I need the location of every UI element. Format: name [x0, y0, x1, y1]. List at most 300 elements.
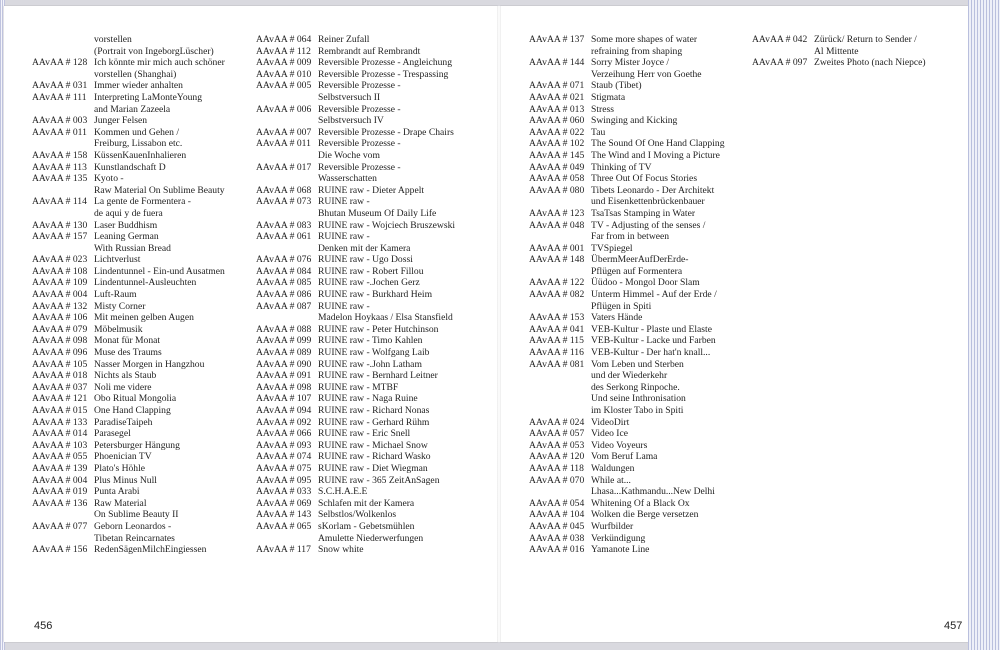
- entry-code: AAvAA # 057: [529, 428, 585, 440]
- entry-code: AAvAA # 016: [529, 544, 585, 556]
- index-entry: [529, 220, 725, 232]
- entry-title-continuation: and Marian Zazeela: [94, 103, 171, 115]
- entry-title: Selbstlos/Wolkenlos: [318, 509, 397, 521]
- index-entry: [256, 509, 455, 521]
- index-entry: [256, 347, 455, 359]
- index-entry: [529, 57, 725, 69]
- entry-code: AAvAA # 099: [256, 335, 312, 347]
- index-entry: [256, 359, 455, 371]
- entry-title-continuation: Al Mittente: [814, 45, 859, 57]
- entry-title: Reversible Prozesse -: [318, 80, 401, 92]
- entry-title: Kunstlandschaft D: [94, 161, 166, 173]
- entry-title: KüssenKauenInhalieren: [94, 149, 187, 161]
- entry-code: AAvAA # 004: [32, 289, 88, 301]
- index-entry: [529, 254, 725, 266]
- entry-title: Lindentunnel-Ausleuchten: [94, 277, 197, 289]
- entry-title: Muse des Traums: [94, 347, 162, 359]
- entry-title: Luft-Raum: [94, 289, 137, 301]
- entry-title: VEB-Kultur - Der hat'n knall...: [591, 347, 711, 359]
- entry-code: AAvAA # 001: [529, 242, 585, 254]
- index-column-1: [32, 34, 225, 556]
- entry-code: AAvAA # 011: [32, 126, 87, 138]
- index-entry: [529, 104, 725, 116]
- entry-code: AAvAA # 135: [32, 173, 88, 185]
- entry-code: AAvAA # 021: [529, 91, 585, 103]
- entry-title: RUINE raw - Richard Wasko: [318, 451, 431, 463]
- index-entry: [32, 335, 225, 347]
- index-entry: [256, 521, 455, 533]
- entry-code: AAvAA # 007: [256, 126, 312, 138]
- index-entry: [256, 266, 455, 278]
- entry-code: AAvAA # 005: [256, 80, 312, 92]
- entry-title: Verkündigung: [591, 532, 646, 544]
- index-entry: [529, 277, 725, 289]
- entry-title: RUINE raw - Wolfgang Laib: [318, 347, 430, 359]
- entry-code: AAvAA # 122: [529, 277, 585, 289]
- index-entry: [256, 498, 455, 510]
- index-entry: [32, 324, 225, 336]
- entry-code: AAvAA # 145: [529, 149, 585, 161]
- entry-title: Zürück/ Return to Sender /: [814, 34, 917, 45]
- entry-code: AAvAA # 144: [529, 57, 585, 69]
- entry-title-continuation: Selbstversuch II: [318, 91, 381, 103]
- index-entry: [529, 80, 725, 92]
- index-entry: [529, 347, 725, 359]
- index-entry: [256, 57, 455, 69]
- entry-title: RUINE raw -.John Latham: [318, 358, 422, 370]
- index-entry: [256, 335, 455, 347]
- entry-code: AAvAA # 017: [256, 161, 312, 173]
- entry-title: TVSpiegel: [591, 242, 633, 254]
- entry-title: Snow white: [318, 544, 364, 556]
- entry-code: AAvAA # 094: [256, 405, 312, 416]
- entry-code: AAvAA # 113: [32, 161, 87, 173]
- entry-title: Sorry Mister Joyce /: [591, 57, 670, 69]
- index-entry: [32, 289, 225, 301]
- entry-title: VEB-Kultur - Lacke und Farben: [591, 335, 716, 347]
- index-entry: [256, 277, 455, 289]
- entry-title-continuation: des Serkong Rinpoche.: [591, 381, 680, 393]
- entry-code: AAvAA # 106: [32, 312, 88, 324]
- entry-title: Leaning German: [94, 231, 159, 243]
- index-entry: [256, 475, 455, 487]
- entry-title: Thinking of TV: [591, 161, 652, 173]
- entry-code: AAvAA # 073: [256, 196, 312, 208]
- entry-code: AAvAA # 112: [256, 45, 311, 57]
- entry-title: RUINE raw -: [318, 231, 370, 243]
- index-entry: [256, 405, 455, 417]
- entry-code: AAvAA # 111: [32, 91, 87, 103]
- entry-title-continuation: (Portrait von IngeborgLüscher): [94, 45, 214, 57]
- entry-code: AAvAA # 022: [529, 126, 585, 138]
- entry-code: AAvAA # 153: [529, 312, 585, 324]
- entry-code: AAvAA # 109: [32, 277, 88, 289]
- entry-title: The Sound Of One Hand Clapping: [591, 138, 725, 150]
- entry-title-continuation: With Russian Bread: [94, 242, 171, 254]
- entry-code: AAvAA # 121: [32, 393, 88, 405]
- index-entry: [256, 289, 455, 301]
- entry-code: AAvAA # 058: [529, 173, 585, 185]
- entry-title-continuation: Freiburg, Lissabon etc.: [94, 138, 183, 150]
- entry-code: AAvAA # 037: [32, 381, 88, 393]
- index-entry: [32, 266, 225, 278]
- page-number-left: 456: [34, 620, 53, 632]
- index-entry: [32, 486, 225, 498]
- entry-title: RUINE raw -: [318, 196, 370, 208]
- entry-title: Reversible Prozesse - Angleichung: [318, 57, 453, 69]
- entry-code: AAvAA # 090: [256, 358, 312, 370]
- index-entry: [256, 104, 455, 116]
- index-entry: [529, 162, 725, 174]
- entry-title: Möbelmusik: [94, 323, 143, 335]
- entry-title: Raw Material: [94, 497, 147, 509]
- entry-title: Nasser Morgen in Hangzhou: [94, 358, 205, 370]
- entry-title: Yamanote Line: [591, 544, 650, 556]
- entry-code: AAvAA # 055: [32, 451, 88, 463]
- entry-title: Ich könnte mir mich auch schöner: [94, 57, 225, 69]
- index-entry: [529, 440, 725, 452]
- entry-code: AAvAA # 070: [529, 474, 585, 486]
- entry-title-continuation: Raw Material On Sublime Beauty: [94, 184, 225, 196]
- index-entry: [752, 34, 926, 46]
- entry-code: AAvAA # 087: [256, 300, 312, 312]
- entry-code: AAvAA # 082: [529, 289, 585, 301]
- entry-title: RUINE raw - Eric Snell: [318, 428, 411, 440]
- index-entry: [256, 254, 455, 266]
- index-entry: [256, 393, 455, 405]
- index-entry: [529, 92, 725, 104]
- index-entry: [32, 393, 225, 405]
- entry-code: AAvAA # 095: [256, 474, 312, 486]
- index-entry: [529, 521, 725, 533]
- index-entry: [529, 509, 725, 521]
- entry-title: ParadiseTaipeh: [94, 416, 153, 428]
- entry-code: AAvAA # 014: [32, 428, 88, 440]
- index-entry: [32, 370, 225, 382]
- index-entry: [529, 417, 725, 429]
- entry-title: Interpreting LaMonteYoung: [94, 91, 203, 103]
- entry-title: Reversible Prozesse - Trespassing: [318, 68, 449, 80]
- entry-title-continuation: Lhasa...Kathmandu...New Delhi: [591, 486, 715, 498]
- index-entry: [256, 46, 455, 58]
- entry-title-continuation: Amulette Niederwerfungen: [318, 532, 424, 544]
- entry-title: Vom Beruf Lama: [591, 451, 658, 463]
- index-entry: [32, 417, 225, 429]
- index-entry: [32, 92, 225, 104]
- book-gutter: [497, 6, 501, 642]
- index-entry: [256, 382, 455, 394]
- index-entry: [529, 463, 725, 475]
- index-entry: [32, 359, 225, 371]
- entry-code: AAvAA # 083: [256, 219, 312, 231]
- entry-code: AAvAA # 041: [529, 323, 585, 335]
- index-entry: [529, 544, 725, 556]
- entry-title: Nichts als Staub: [94, 370, 157, 382]
- entry-title: Wurfbilder: [591, 520, 634, 532]
- entry-title: Plato's Höhle: [94, 462, 146, 474]
- entry-code: AAvAA # 045: [529, 520, 585, 532]
- index-entry: [529, 359, 725, 371]
- entry-code: AAvAA # 089: [256, 347, 312, 359]
- entry-code: AAvAA # 088: [256, 323, 312, 335]
- index-entry: [32, 463, 225, 475]
- index-entry: [529, 243, 725, 255]
- entry-title: RUINE raw - Gerhard Rühm: [318, 416, 430, 428]
- index-entry: [32, 428, 225, 440]
- entry-title: Whitening Of a Black Ox: [591, 497, 690, 509]
- entry-title: RUINE raw -.Jochen Gerz: [318, 277, 420, 289]
- entry-title: Staub (Tibet): [591, 80, 642, 92]
- entry-title: RedenSägenMilchEingiessen: [94, 544, 207, 556]
- entry-title: TV - Adjusting of the senses /: [591, 219, 706, 231]
- entry-code: AAvAA # 098: [256, 381, 312, 393]
- entry-title: Petersburger Hängung: [94, 439, 180, 451]
- entry-title: TsaTsas Stamping in Water: [591, 207, 696, 219]
- entry-title: Geborn Leonardos -: [94, 520, 172, 532]
- index-entry: [32, 544, 225, 556]
- index-entry: [529, 150, 725, 162]
- entry-code: AAvAA # 128: [32, 57, 88, 69]
- index-entry: [529, 185, 725, 197]
- entry-title: Three Out Of Focus Stories: [591, 173, 698, 185]
- entry-code: AAvAA # 065: [256, 520, 312, 532]
- index-column-4: [752, 34, 926, 69]
- entry-code: AAvAA # 102: [529, 138, 585, 150]
- index-entry: [529, 533, 725, 545]
- entry-title: RUINE raw - Timo Kahlen: [318, 335, 423, 347]
- entry-title-continuation: Denken mit der Kamera: [318, 242, 411, 254]
- index-entry: [256, 324, 455, 336]
- entry-title: Waldungen: [591, 462, 635, 474]
- entry-title: Mit meinen gelben Augen: [94, 312, 194, 324]
- index-entry: [32, 475, 225, 487]
- entry-code: AAvAA # 123: [529, 207, 585, 219]
- entry-title: RUINE raw - Burkhard Heim: [318, 289, 433, 301]
- index-entry: [256, 486, 455, 498]
- index-entry: [32, 382, 225, 394]
- entry-code: AAvAA # 076: [256, 254, 312, 266]
- index-entry: [32, 115, 225, 127]
- entry-title-continuation: Selbstversuch IV: [318, 115, 384, 127]
- entry-title-continuation: Madelon Hoykaas / Elsa Stansfield: [318, 312, 453, 324]
- entry-title: Unterm Himmel - Auf der Erde /: [591, 289, 717, 301]
- entry-title-continuation: refraining from shaping: [591, 45, 683, 57]
- entry-title-continuation: Pflügen auf Formentera: [591, 265, 683, 277]
- entry-title: Parasegel: [94, 428, 131, 440]
- entry-code: AAvAA # 064: [256, 34, 312, 45]
- entry-title-continuation: Wasserschatten: [318, 173, 377, 185]
- index-entry: [529, 289, 725, 301]
- entry-title: Tibets Leonardo - Der Architekt: [591, 184, 715, 196]
- index-entry: [32, 254, 225, 266]
- entry-code: AAvAA # 117: [256, 544, 311, 556]
- entry-title: ÜbermMeerAufDerErde-: [591, 254, 689, 266]
- entry-code: AAvAA # 108: [32, 265, 88, 277]
- index-entry: [256, 80, 455, 92]
- index-entry: [752, 57, 926, 69]
- entry-title: sKorlam - Gebetsmühlen: [318, 520, 415, 532]
- index-entry: [529, 138, 725, 150]
- entry-code: AAvAA # 092: [256, 416, 312, 428]
- index-entry: [529, 208, 725, 220]
- entry-title-continuation: On Sublime Beauty II: [94, 509, 179, 521]
- index-entry: [256, 451, 455, 463]
- entry-code: AAvAA # 093: [256, 439, 312, 451]
- index-entry: [256, 185, 455, 197]
- entry-title: RUINE raw - Wojciech Bruszewski: [318, 219, 456, 231]
- index-entry: [256, 196, 455, 208]
- entry-title: Video Voyeurs: [591, 439, 648, 451]
- entry-title-continuation: Die Woche vom: [318, 149, 380, 161]
- index-entry: [256, 463, 455, 475]
- entry-code: AAvAA # 104: [529, 509, 585, 521]
- index-entry: [529, 451, 725, 463]
- entry-code: AAvAA # 004: [32, 474, 88, 486]
- entry-code: AAvAA # 038: [529, 532, 585, 544]
- entry-title: Reversible Prozesse -: [318, 103, 401, 115]
- index-entry: [529, 324, 725, 336]
- index-entry: [32, 440, 225, 452]
- index-entry: [32, 57, 225, 69]
- entry-title: Vaters Hände: [591, 312, 643, 324]
- entry-code: AAvAA # 120: [529, 451, 585, 463]
- entry-title: While at...: [591, 474, 631, 486]
- entry-code: AAvAA # 143: [256, 509, 312, 521]
- entry-title: RUINE raw - Bernhard Leitner: [318, 370, 438, 382]
- entry-code: AAvAA # 136: [32, 497, 88, 509]
- entry-code: AAvAA # 086: [256, 289, 312, 301]
- index-entry: [529, 428, 725, 440]
- page-number-right: 457: [944, 620, 963, 632]
- index-entry: [529, 312, 725, 324]
- entry-code: AAvAA # 133: [32, 416, 88, 428]
- entry-title: RUINE raw - Michael Snow: [318, 439, 428, 451]
- entry-title: Video Ice: [591, 428, 628, 440]
- entry-title: La gente de Formentera -: [94, 196, 191, 208]
- index-entry: [256, 138, 455, 150]
- entry-code: AAvAA # 054: [529, 497, 585, 509]
- index-entry: [32, 231, 225, 243]
- entry-title: Plus Minus Null: [94, 474, 157, 486]
- entry-title: RUINE raw -: [318, 300, 370, 312]
- index-entry: [256, 544, 455, 556]
- entry-code: AAvAA # 137: [529, 34, 585, 45]
- entry-code: AAvAA # 103: [32, 439, 88, 451]
- index-entry: [32, 150, 225, 162]
- entry-code: AAvAA # 010: [256, 68, 312, 80]
- entry-code: AAvAA # 033: [256, 486, 312, 498]
- index-entry: [32, 451, 225, 463]
- entry-title: RUINE raw - Dieter Appelt: [318, 184, 425, 196]
- entry-title: Reversible Prozesse -: [318, 161, 401, 173]
- entry-title: S.C.H.A.E.E: [318, 486, 368, 498]
- entry-title: The Wind and I Moving a Picture: [591, 149, 720, 161]
- entry-title: RUINE raw - Robert Fillou: [318, 265, 424, 277]
- entry-code: AAvAA # 091: [256, 370, 312, 382]
- entry-title: Kommen und Gehen /: [94, 126, 179, 138]
- entry-title-continuation: de aqui y de fuera: [94, 207, 163, 219]
- entry-title: Junger Felsen: [94, 115, 148, 127]
- index-entry: [529, 335, 725, 347]
- entry-title-continuation: im Kloster Tabo in Spiti: [591, 405, 684, 416]
- entry-title: Zweites Photo (nach Niepce): [814, 57, 926, 69]
- entry-code: AAvAA # 085: [256, 277, 312, 289]
- entry-code: AAvAA # 003: [32, 115, 88, 127]
- entry-title: Monat für Monat: [94, 335, 161, 347]
- entry-title-continuation: und Eisenkettenbrückenbauer: [591, 196, 705, 208]
- entry-code: AAvAA # 096: [32, 347, 88, 359]
- index-entry: [529, 115, 725, 127]
- entry-code: AAvAA # 011: [256, 138, 311, 150]
- entry-title: VEB-Kultur - Plaste und Elaste: [591, 323, 712, 335]
- entry-code: AAvAA # 006: [256, 103, 312, 115]
- entry-title-continuation: und der Wiederkehr: [591, 370, 668, 382]
- index-entry: [32, 347, 225, 359]
- index-entry: [32, 301, 225, 313]
- entry-code: AAvAA # 098: [32, 335, 88, 347]
- entry-code: AAvAA # 075: [256, 462, 312, 474]
- entry-code: AAvAA # 024: [529, 416, 585, 428]
- index-entry: [32, 220, 225, 232]
- entry-code: AAvAA # 068: [256, 184, 312, 196]
- entry-code: AAvAA # 013: [529, 103, 585, 115]
- entry-code: AAvAA # 139: [32, 462, 88, 474]
- entry-title: RUINE raw - Richard Nonas: [318, 405, 430, 416]
- index-entry: [256, 34, 455, 46]
- entry-code: AAvAA # 115: [529, 335, 584, 347]
- entry-title: Tau: [591, 126, 606, 138]
- entry-code: AAvAA # 042: [752, 34, 808, 45]
- entry-title-continuation: vorstellen (Shanghai): [94, 68, 177, 80]
- entry-code: AAvAA # 060: [529, 115, 585, 127]
- index-entry: [256, 301, 455, 313]
- entry-code: AAvAA # 048: [529, 219, 585, 231]
- entry-title: Wolken die Berge versetzen: [591, 509, 699, 521]
- entry-title: Laser Buddhism: [94, 219, 158, 231]
- entry-title: Rembrandt auf Rembrandt: [318, 45, 421, 57]
- entry-code: AAvAA # 116: [529, 347, 584, 359]
- entry-title: Obo Ritual Mongolia: [94, 393, 177, 405]
- entry-code: AAvAA # 009: [256, 57, 312, 69]
- entry-code: AAvAA # 066: [256, 428, 312, 440]
- entry-title: Phoenician TV: [94, 451, 152, 463]
- index-entry: [32, 405, 225, 417]
- entry-title: Schlafen mit der Kamera: [318, 497, 415, 509]
- entry-code: AAvAA # 079: [32, 323, 88, 335]
- entry-title: Lindentunnel - Ein-und Ausatmen: [94, 265, 225, 277]
- index-entry: [529, 475, 725, 487]
- index-entry: [32, 312, 225, 324]
- entry-code: AAvAA # 049: [529, 161, 585, 173]
- entry-code: AAvAA # 157: [32, 231, 88, 243]
- entry-code: AAvAA # 069: [256, 497, 312, 509]
- index-entry: [529, 34, 725, 46]
- index-entry: [529, 127, 725, 139]
- index-entry: [32, 498, 225, 510]
- entry-title-continuation: Far from in between: [591, 231, 670, 243]
- right-page-edge: [968, 0, 1000, 650]
- entry-code: AAvAA # 084: [256, 265, 312, 277]
- entry-code: AAvAA # 061: [256, 231, 312, 243]
- index-entry: [32, 173, 225, 185]
- index-entry: [256, 440, 455, 452]
- entry-code: AAvAA # 114: [32, 196, 87, 208]
- index-entry: [32, 162, 225, 174]
- index-entry: [529, 173, 725, 185]
- entry-title: VideoDirt: [591, 416, 630, 428]
- entry-code: AAvAA # 107: [256, 393, 312, 405]
- entry-code: AAvAA # 023: [32, 254, 88, 266]
